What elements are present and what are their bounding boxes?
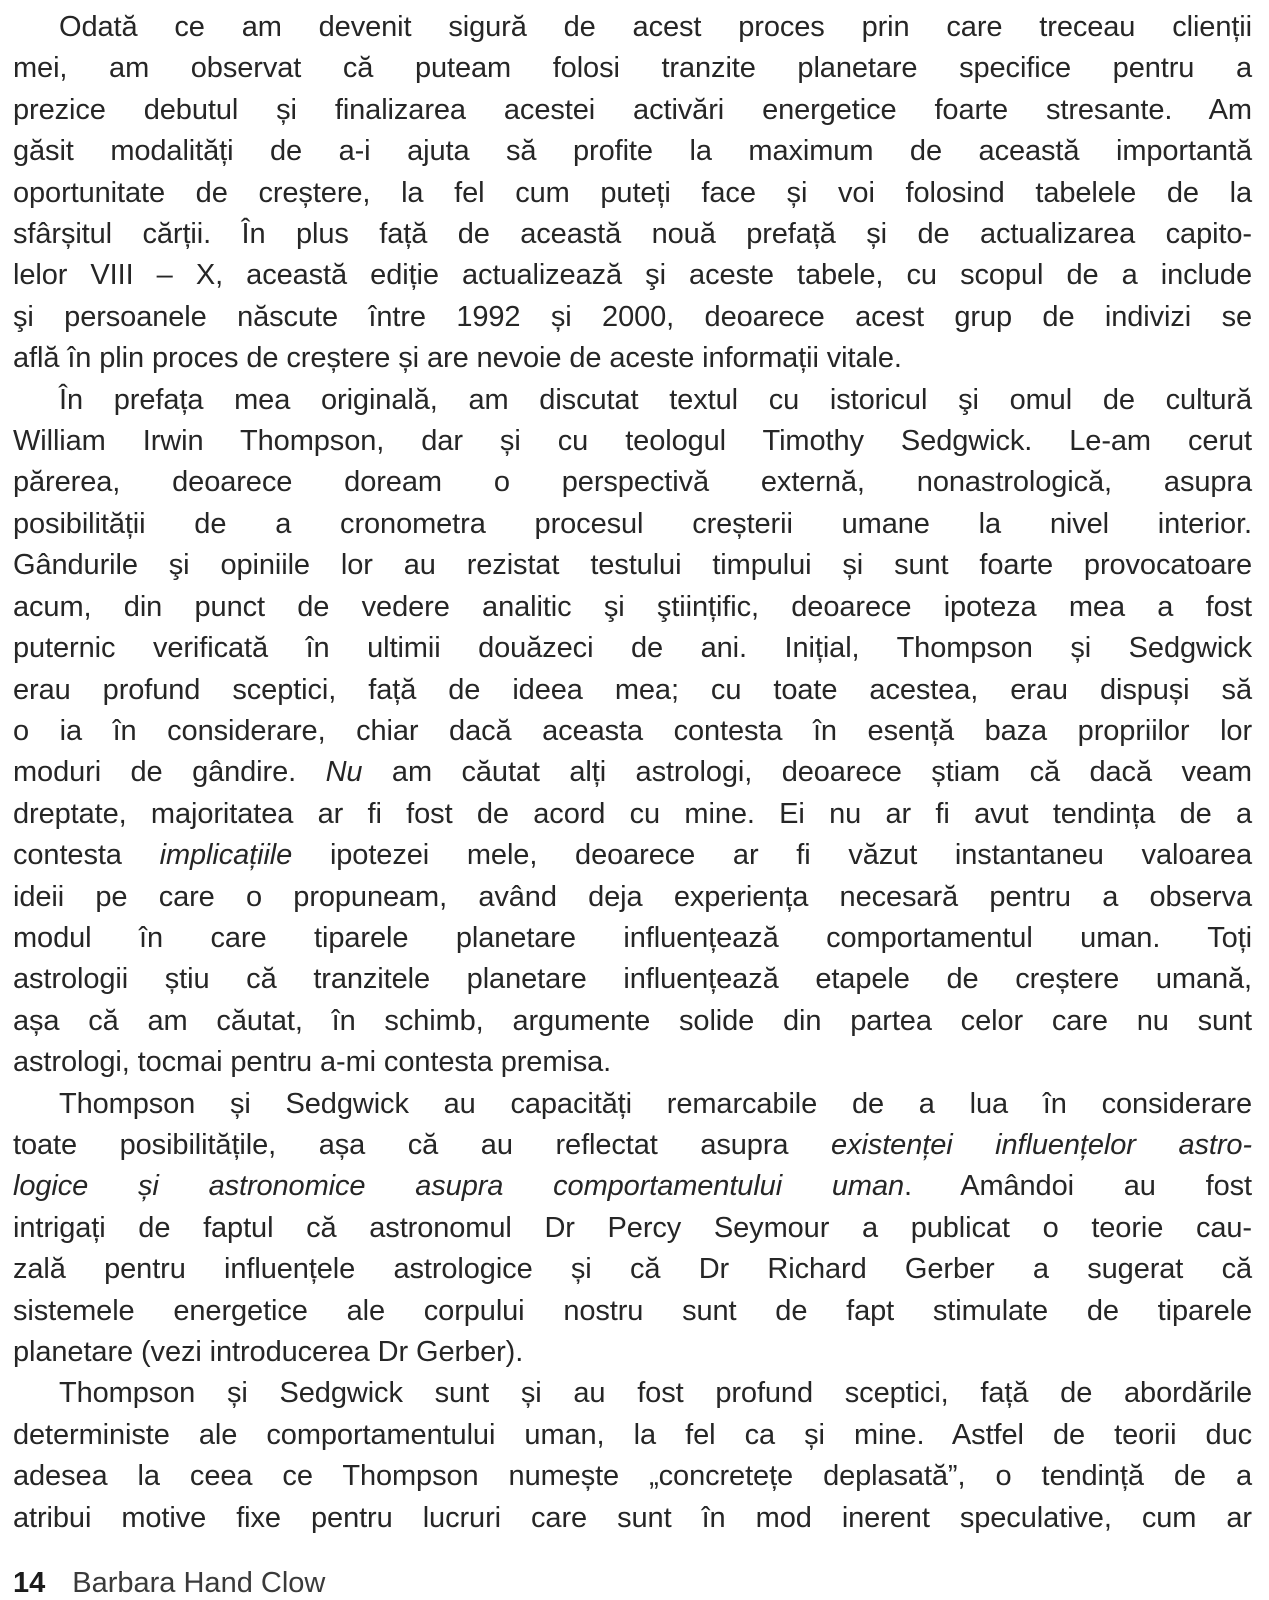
text-block (13, 7, 1252, 1539)
text-segment: planetare (vezi introducerea Dr Gerber). (13, 1336, 524, 1368)
text-segment: ideii pe care o propuneam, având deja experiența necesară pentru a observa (13, 880, 1252, 913)
text-segment: Thompson și Sedgwick sunt și au fost profund sceptici, față de abordările (59, 1377, 1252, 1410)
text-line (13, 380, 1252, 421)
text-segment: află în plin proces de creștere și are nevoie de aceste informații vitale. (13, 342, 902, 375)
page-number: 14 (13, 1567, 46, 1600)
text-line (13, 48, 1252, 89)
text-line (13, 1001, 1252, 1042)
text-line (13, 794, 1252, 835)
text-segment: oportunitate de creștere, la fel cum puteți face și voi folosind tabelele de la (13, 176, 1252, 209)
text-line (13, 1415, 1252, 1456)
text-segment: modul în care tiparele planetare influențează comportamentul uman. Toți (13, 921, 1252, 954)
text-line (13, 1042, 1252, 1083)
text-line (13, 628, 1252, 669)
text-line (13, 670, 1252, 711)
text-line (13, 214, 1252, 255)
text-line (13, 835, 1252, 876)
text-line (13, 1125, 1252, 1166)
text-segment: toate posibilitățile, așa că au reflectat asupra (13, 1128, 832, 1161)
text-segment: Thompson și Sedgwick au capacități remarcabile de a lua în considerare (59, 1087, 1252, 1120)
text-segment: dreptate, majoritatea ar fi fost de acord cu mine. Ei nu ar fi avut tendința de a (13, 797, 1252, 830)
text-segment: acum, din punct de vedere analitic şi ştiințific, deoarece ipoteza mea a fost (13, 590, 1252, 623)
text-segment: erau profund sceptici, față de ideea mea; cu toate acestea, erau dispuși să (13, 673, 1252, 706)
text-segment: ipotezei mele, deoarece ar fi văzut instantaneu valoarea (292, 839, 1252, 872)
text-line (13, 462, 1252, 503)
text-segment: Gândurile şi opiniile lor au rezistat testului timpului și sunt foarte provocatoare (13, 549, 1252, 582)
text-line (13, 959, 1252, 1000)
text-segment: sistemele energetice ale corpului nostru sunt de fapt stimulate de tiparele (13, 1294, 1252, 1327)
text-segment: deterministe ale comportamentului uman, la fel ca și mine. Astfel de teorii duc (13, 1418, 1252, 1451)
paragraph (13, 7, 1252, 380)
text-segment: atribui motive fixe pentru lucruri care sunt în mod inerent speculative, cum ar (13, 1501, 1252, 1534)
running-title: Barbara Hand Clow (72, 1567, 326, 1600)
text-line (13, 711, 1252, 752)
text-line (13, 877, 1252, 918)
text-segment: găsit modalități de a-i ajuta să profite la maximum de această importantă (13, 135, 1252, 168)
text-line (13, 7, 1252, 48)
text-segment: prezice debutul și finalizarea acestei activări energetice foarte stresante. Am (13, 93, 1252, 126)
text-segment: mei, am observat că puteam folosi tranzite planetare specifice pentru a (13, 52, 1252, 85)
text-line (13, 131, 1252, 172)
text-segment: părerea, deoarece doream o perspectivă externă, nonastrologică, asupra (13, 466, 1252, 499)
text-line (13, 1291, 1252, 1332)
text-line (13, 1084, 1252, 1125)
text-segment: Odată ce am devenit sigură de acest proces prin care treceau clienții (59, 11, 1252, 43)
text-segment: În prefața mea originală, am discutat textul cu istoricul şi omul de cultură (59, 383, 1252, 416)
text-segment: zală pentru influențele astrologice și că Dr Richard Gerber a sugerat că (13, 1253, 1252, 1286)
text-segment: sfârșitul cărții. În plus față de această nouă prefață și de actualizarea capito- (13, 218, 1252, 251)
text-segment: o ia în considerare, chiar dacă aceasta contesta în esență baza propriilor lor (13, 714, 1252, 747)
text-line (13, 1498, 1252, 1539)
text-segment: . Amândoi au fost (904, 1170, 1253, 1203)
text-segment: așa că am căutat, în schimb, argumente solide din partea celor care nu sunt (13, 1004, 1252, 1037)
text-line (13, 504, 1252, 545)
text-segment: astrologi, tocmai pentru a-mi contesta premisa. (13, 1046, 612, 1079)
text-line (13, 173, 1252, 214)
text-segment: am căutat alți astrologi, deoarece știam că dacă veam (362, 756, 1252, 789)
text-line (13, 752, 1252, 793)
italic-text-segment: implicațiile (159, 839, 293, 872)
text-line (13, 1456, 1252, 1497)
text-line (13, 1249, 1252, 1290)
text-line (13, 90, 1252, 131)
text-segment: şi persoanele născute între 1992 și 2000, deoarece acest grup de indivizi se (13, 300, 1252, 333)
text-segment: intrigați de faptul că astronomul Dr Percy Seymour a publicat o teorie cau- (13, 1211, 1252, 1244)
text-segment: moduri de gândire. (13, 756, 326, 789)
italic-text-segment: existenței influențelor astro- (831, 1128, 1252, 1161)
paragraph (13, 380, 1252, 1084)
text-line (13, 587, 1252, 628)
text-line (13, 297, 1252, 338)
text-segment: posibilității de a cronometra procesul creșterii umane la nivel interior. (13, 507, 1252, 540)
page-footer (13, 1563, 1252, 1600)
text-segment: astrologii știu că tranzitele planetare influențează etapele de creștere umană, (13, 963, 1252, 996)
text-segment: contesta (13, 839, 160, 872)
paragraph (13, 1373, 1252, 1539)
text-line (13, 421, 1252, 462)
text-segment: William Irwin Thompson, dar și cu teologul Timothy Sedgwick. Le-am cerut (13, 425, 1252, 458)
text-segment: puternic verificată în ultimii douăzeci de ani. Inițial, Thompson și Sedgwick (13, 632, 1252, 665)
text-line (13, 545, 1252, 586)
text-line (13, 1208, 1252, 1249)
text-line (13, 1373, 1252, 1414)
paragraph (13, 1084, 1252, 1374)
text-line (13, 338, 1252, 379)
text-segment: adesea la ceea ce Thompson numește „concretețe deplasată”, o tendință de a (13, 1460, 1252, 1493)
text-line (13, 918, 1252, 959)
text-line (13, 255, 1252, 296)
italic-text-segment: logice și astronomice asupra comportamentului uman (13, 1170, 905, 1203)
text-segment: lelor VIII – X, această ediție actualizează şi aceste tabele, cu scopul de a include (13, 259, 1252, 292)
italic-text-segment: Nu (325, 756, 363, 789)
text-line (13, 1166, 1252, 1207)
text-line (13, 1332, 1252, 1373)
